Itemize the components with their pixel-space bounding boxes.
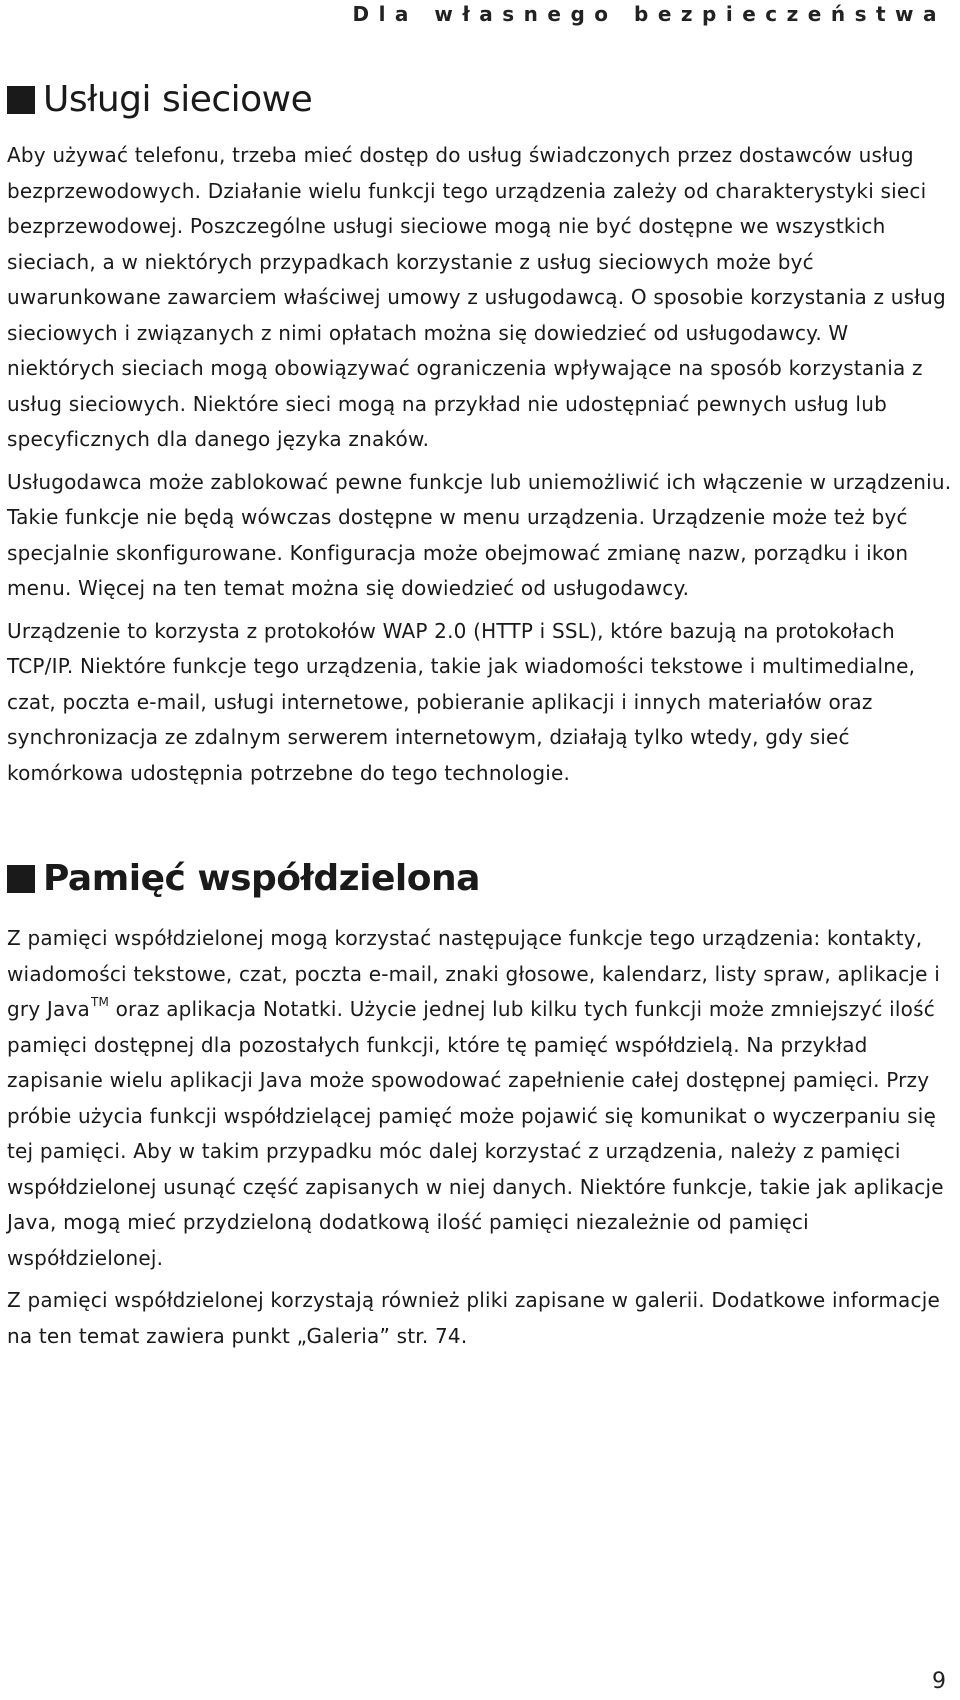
section-title-network-services	[7, 70, 952, 130]
section-network-services	[7, 70, 952, 791]
paragraph-text: Z pamięci współdzielonej mogą korzystać następujące funkcje tego urządzenia: kontakty, wiadomości tekstowe, czat, poczta e-mail, znaki głosowe, kalendarz, listy spraw, aplikacje i gry Java	[7, 926, 940, 1021]
section-title-text: Usługi sieciowe	[43, 79, 313, 120]
square-bullet-icon	[7, 865, 35, 893]
paragraph: Z pamięci współdzielonej korzystają również pliki zapisane w galerii. Dodatkowe informacje na ten temat zawiera punkt „Galeria” str. 74.	[7, 1288, 940, 1348]
page-content	[7, 70, 952, 1354]
paragraph: Usługodawca może zablokować pewne funkcje lub uniemożliwić ich włączenie w urządzeniu. Takie funkcje nie będą wówczas dostępne w menu urządzenia. Urządzenie może też być specjalnie skonfigurowane. Konfiguracja może obejmować zmianę nazw, porządku i ikon menu. Więcej na ten temat można się dowiedzieć od usługodawcy.	[7, 469, 952, 600]
trademark-mark: TM	[90, 995, 110, 1009]
paragraph: Urządzenie to korzysta z protokołów WAP 2.0 (HTTP i SSL), które bazują na protokołach TCP/IP. Niektóre funkcje tego urządzenia, takie jak wiadomości tekstowe i multimedialne, czat, poczta e-mail, usługi internetowe, pobieranie aplikacji i innych materiałów oraz synchronizacja ze zdalnym serwerem internetowym, działają tylko wtedy, gdy sieć komórkowa udostępnia potrzebne do tego technologie.	[7, 618, 916, 785]
section-shared-memory	[7, 849, 952, 1354]
paragraph: Aby używać telefonu, trzeba mieć dostęp do usług świadczonych przez dostawców usług bezprzewodowych. Działanie wielu funkcji tego urządzenia zależy od charakterystyki sieci bezprzewodowej. Poszczególne usługi sieciowe mogą nie być dostępne we wszystkich sieciach, a w niektórych przypadkach korzystanie z usług sieciowych może być uwarunkowane zawarciem właściwej umowy z usługodawcą. O sposobie korzystania z usług sieciowych i związanych z nimi opłatach można się dowiedzieć od usługodawcy. W niektórych sieciach mogą obowiązywać ograniczenia wpływające na sposób korzystania z usług sieciowych. Niektóre sieci mogą na przykład nie udostępniać pewnych usług lub specyficznych dla danego języka znaków.	[7, 143, 946, 451]
section-title-text: Pamięć współdzielona	[43, 858, 480, 899]
section-title-shared-memory	[7, 849, 952, 909]
paragraph-text: oraz aplikacja Notatki. Użycie jednej lub kilku tych funkcji może zmniejszyć ilość pamięci dostępnej dla pozostałych funkcji, które tę pamięć współdzielą. Na przykład zapisanie wielu aplikacji Java może spowodować zapełnienie całej dostępnej pamięci. Przy próbie użycia funkcji współdzielącej pamięć może pojawić się komunikat o wyczerpaniu się tej pamięci. Aby w takim przypadku móc dalej korzystać z urządzenia, należy z pamięci współdzielonej usunąć część zapisanych w niej danych. Niektóre funkcje, takie jak aplikacje Java, mogą mieć przydzieloną dodatkową ilość pamięci niezależnie od pamięci współdzielonej.	[7, 997, 944, 1270]
paragraph	[7, 921, 952, 1276]
square-bullet-icon	[7, 86, 35, 114]
running-header: Dla własnego bezpieczeństwa	[352, 2, 946, 26]
page-number: 9	[932, 1669, 946, 1694]
